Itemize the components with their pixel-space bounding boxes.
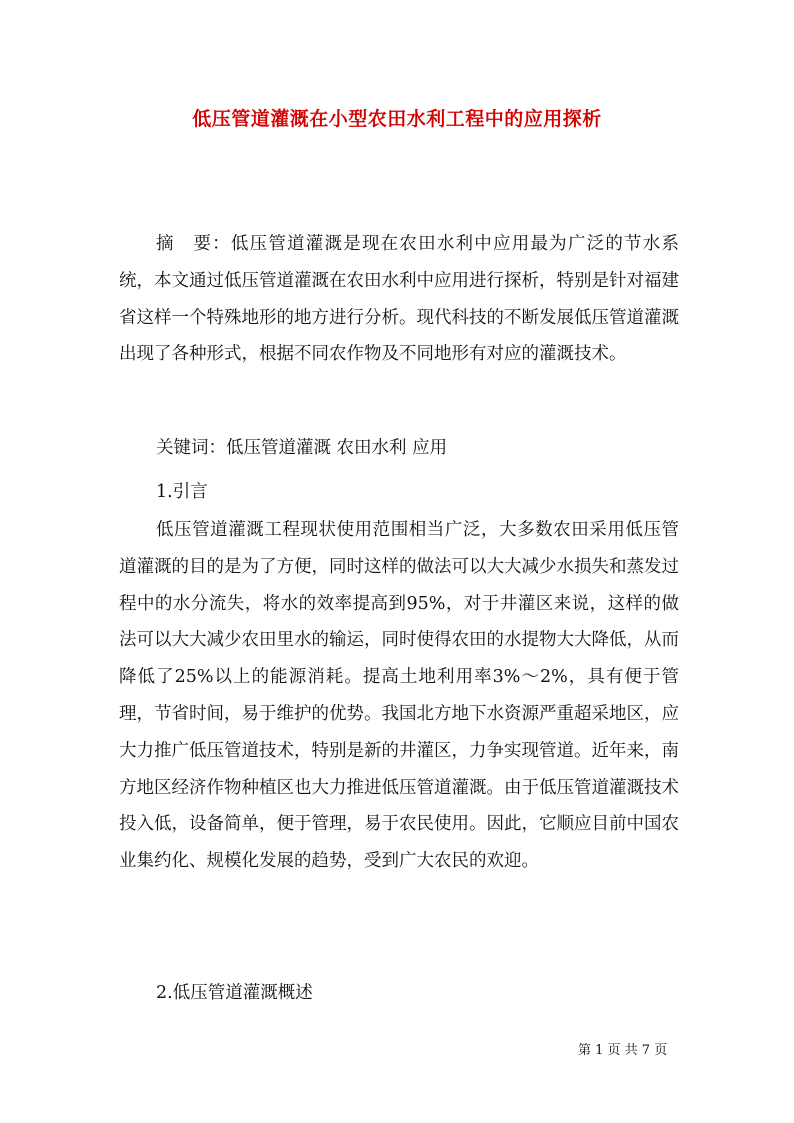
section-2-heading: 2.低压管道灌溉概述 xyxy=(156,983,313,1003)
abstract-paragraph: 摘 要：低压管道灌溉是现在农田水利中应用最为广泛的节水系统，本文通过低压管道灌溉在农田水利中应用进行探析，特别是针对福建省这样一个特殊地形的地方进行分析。现代科技的不断发展低压管道灌溉出现了各种形式，根据不同农作物及不同地形有对应的灌溉技术。 xyxy=(119,234,679,365)
section-1-heading: 1.引言 xyxy=(156,482,208,502)
keywords-line: 关键词：低压管道灌溉 农田水利 应用 xyxy=(156,438,448,458)
section-1-body: 低压管道灌溉工程现状使用范围相当广泛，大多数农田采用低压管道灌溉的目的是为了方便，同时这样的做法可以大大减少水损失和蒸发过程中的水分流失，将水的效率提高到95%，对于井灌区来说，这样的做法可以大大减少农田里水的输运，同时使得农田的水提物大大降低，从而降低了25%以上的能源消耗。提高土地利用率3%～2%，具有便于管理，节省时间，易于维护的优势。我国北方地下水资源严重超采地区，应大力推广低压管道技术，特别是新的井灌区，力争实现管道。近年来，南方地区经济作物种植区也大力推进低压管道灌溉。由于低压管道灌溉技术投入低，设备简单，便于管理，易于农民使用。因此，它顺应目前中国农业集约化、规模化发展的趋势，受到广大农民的欢迎。 xyxy=(119,520,679,872)
document-title: 低压管道灌溉在小型农田水利工程中的应用探析 xyxy=(192,108,602,130)
page-indicator: 第 1 页 共 7 页 xyxy=(578,1043,668,1058)
